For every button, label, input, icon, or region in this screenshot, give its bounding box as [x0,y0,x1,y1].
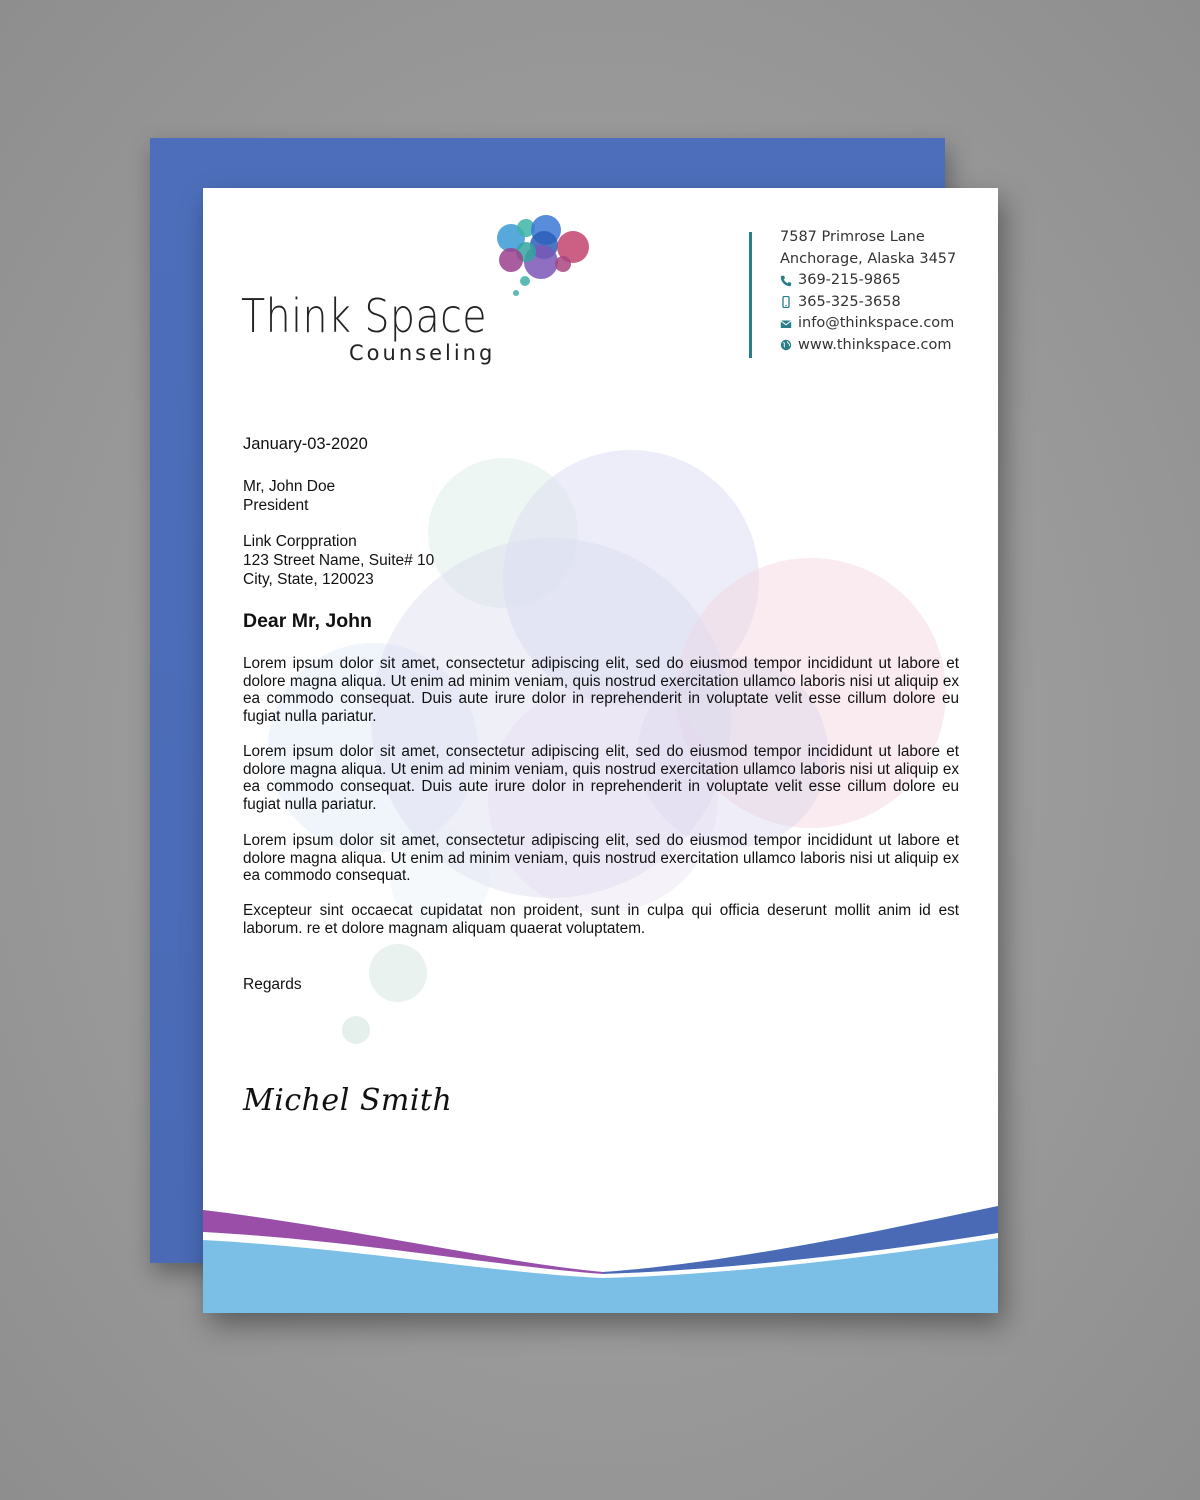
contact-mobile[interactable] [780,292,990,314]
body-paragraph-1: Lorem ipsum dolor sit amet, consectetur adipiscing elit, sed do eiusmod tempor incididunt ut labore et dolore magna aliqua. Ut enim ad minim veniam, quis nostrud exercitation ullamco laboris nisi ut aliquip ex ea commodo consequat. Duis aute irure dolor in reprehenderit in voluptate velit esse cillum dolore eu fugiat nulla pariatur. [243,655,959,725]
recipient-block [243,477,335,515]
company-street: 123 Street Name, Suite# 10 [243,552,435,569]
brand-name: Think Space [241,289,488,343]
contact-website[interactable] [780,335,990,357]
letter-date: January-03-2020 [243,435,368,453]
footer-wave-decoration [203,1188,998,1313]
address-line-1: 7587 Primrose Lane [780,229,925,245]
salutation: Dear Mr, John [243,610,372,632]
body-paragraph-3: Lorem ipsum dolor sit amet, consectetur adipiscing elit, sed do eiusmod tempor incididunt ut labore et dolore magna aliqua. Ut enim ad minim veniam, quis nostrud exercitation ullamco laboris nisi ut aliquip ex ea commodo consequat. [243,832,959,885]
recipient-name: Mr, John Doe [243,478,336,495]
address-line-2: Anchorage, Alaska 3457 [780,251,957,267]
company-name: Link Corppration [243,533,357,550]
thought-bubble-logo-icon [491,214,595,304]
recipient-title: President [243,497,309,514]
envelope-icon [780,318,792,330]
body-paragraph-2: Lorem ipsum dolor sit amet, consectetur adipiscing elit, sed do eiusmod tempor incididunt ut labore et dolore magna aliqua. Ut enim ad minim veniam, quis nostrud exercitation ullamco laboris nisi ut aliquip ex ea commodo consequat. Duis aute irure dolor in reprehenderit in voluptate velit esse cillum dolore eu fugiat nulla pariatur. [243,743,959,813]
body-paragraph-4: Excepteur sint occaecat cupidatat non proident, sunt in culpa qui officia deserunt mollit anim id est laborum. re et dolore magnam aliquam quaerat voluptatem. [243,902,959,937]
signature: Michel Smith [243,1083,453,1118]
company-city: City, State, 120023 [243,571,374,588]
website-url: www.thinkspace.com [798,336,952,353]
globe-icon [780,339,792,351]
contact-email[interactable] [780,313,990,335]
contact-divider [749,232,752,358]
contact-block [780,226,990,356]
contact-phone[interactable] [780,270,990,292]
company-address-block [243,532,434,589]
mobile-icon [780,296,792,308]
letterhead-page [203,188,998,1313]
phone-icon [780,275,792,287]
brand-tagline: Counseling [349,341,496,365]
closing: Regards [243,976,302,993]
mobile-number: 365-325-3658 [798,293,901,310]
email-address: info@thinkspace.com [798,315,955,331]
phone-number: 369-215-9865 [798,272,901,288]
